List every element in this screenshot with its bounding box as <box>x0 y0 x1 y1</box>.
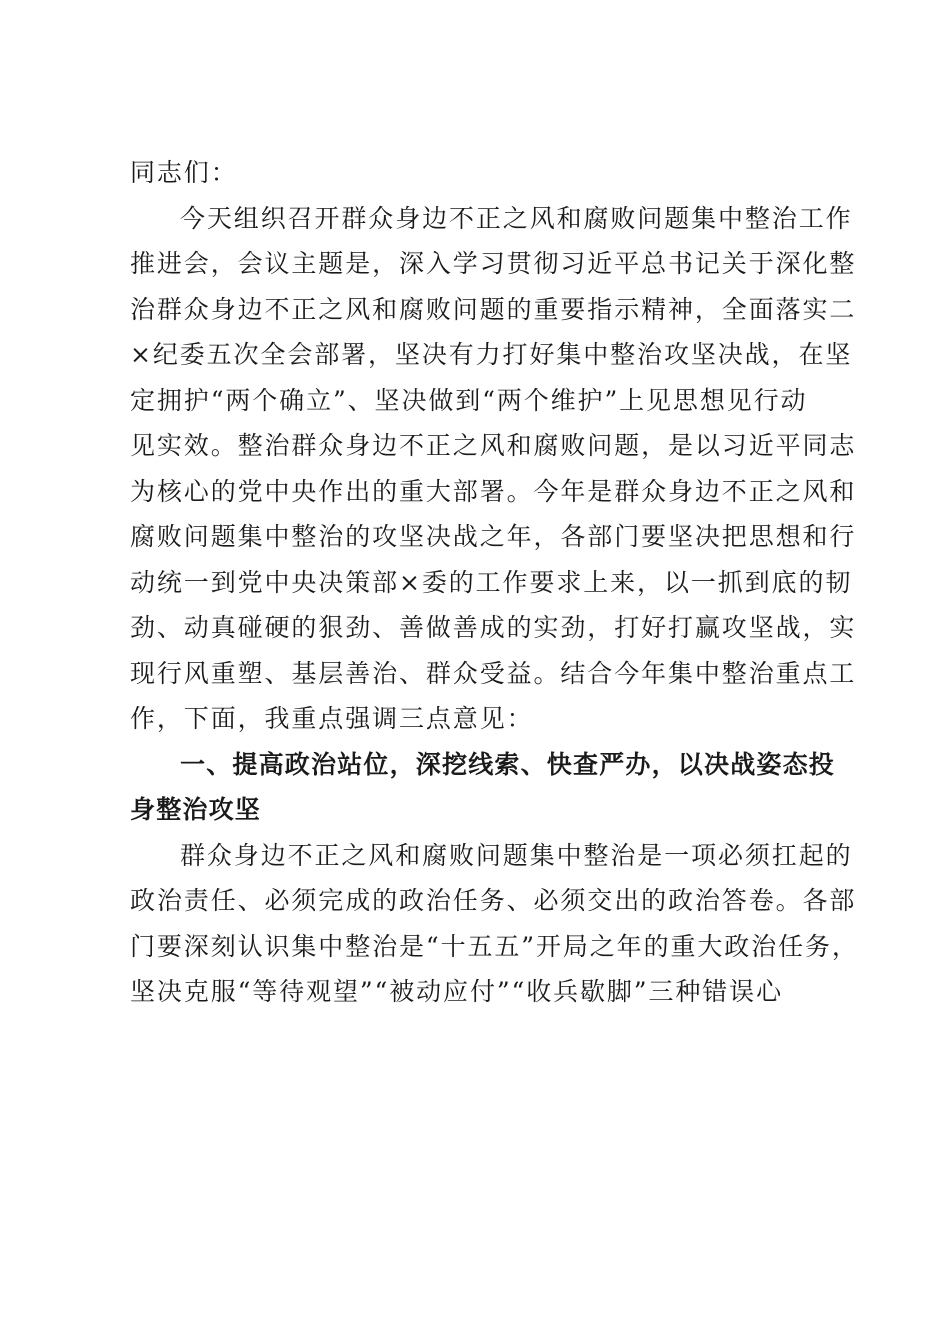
document-body <box>130 150 859 1015</box>
paragraph-line: 劲、动真碰硬的狠劲、善做善成的实劲，打好打赢攻坚战，实 <box>130 613 857 642</box>
paragraph-line: 现行风重塑、基层善治、群众受益。结合今年集中整治重点工 <box>130 658 857 688</box>
salutation: 同志们： <box>130 158 238 187</box>
paragraph-line: 见实效。整治群众身边不正之风和腐败问题，是以习近平同志 <box>130 431 857 460</box>
paragraph-line: 坚决克服“等待观望”“被动应付”“收兵歇脚”三种错误心 <box>130 977 783 1006</box>
section-heading: 身整治攻坚 <box>130 795 262 824</box>
paragraph-line: 今天组织召开群众身边不正之风和腐败问题集中整治工作 <box>180 203 853 233</box>
paragraph-line: ×纪委五次全会部署，坚决有力打好集中整治攻坚决战，在坚 <box>130 340 853 369</box>
paragraph-line: 腐败问题集中整治的攻坚决战之年，各部门要坚决把思想和行 <box>130 522 857 551</box>
paragraph-line: 群众身边不正之风和腐败问题集中整治是一项必须扛起的 <box>180 840 853 870</box>
paragraph-line: 推进会，会议主题是，深入学习贯彻习近平总书记关于深化整 <box>130 249 857 278</box>
paragraph-line: 作，下面，我重点强调三点意见： <box>130 704 534 733</box>
paragraph-line: 为核心的党中央作出的重大部署。今年是群众身边不正之风和 <box>130 476 857 506</box>
paragraph-line: 定拥护“两个确立”、坚决做到“两个维护”上见思想见行动 <box>130 385 808 415</box>
paragraph-line: 政治责任、必须完成的政治任务、必须交出的政治答卷。各部 <box>130 886 857 915</box>
paragraph-line: 动统一到党中央决策部×委的工作要求上来，以一抓到底的韧 <box>130 567 853 597</box>
paragraph-line: 门要深刻认识集中整治是“十五五”开局之年的重大政治任务， <box>130 931 859 961</box>
paragraph-line: 治群众身边不正之风和腐败问题的重要指示精神，全面落实二 <box>130 294 857 324</box>
section-heading: 一、提高政治站位，深挖线索、快查严办，以决战姿态投 <box>180 749 836 779</box>
